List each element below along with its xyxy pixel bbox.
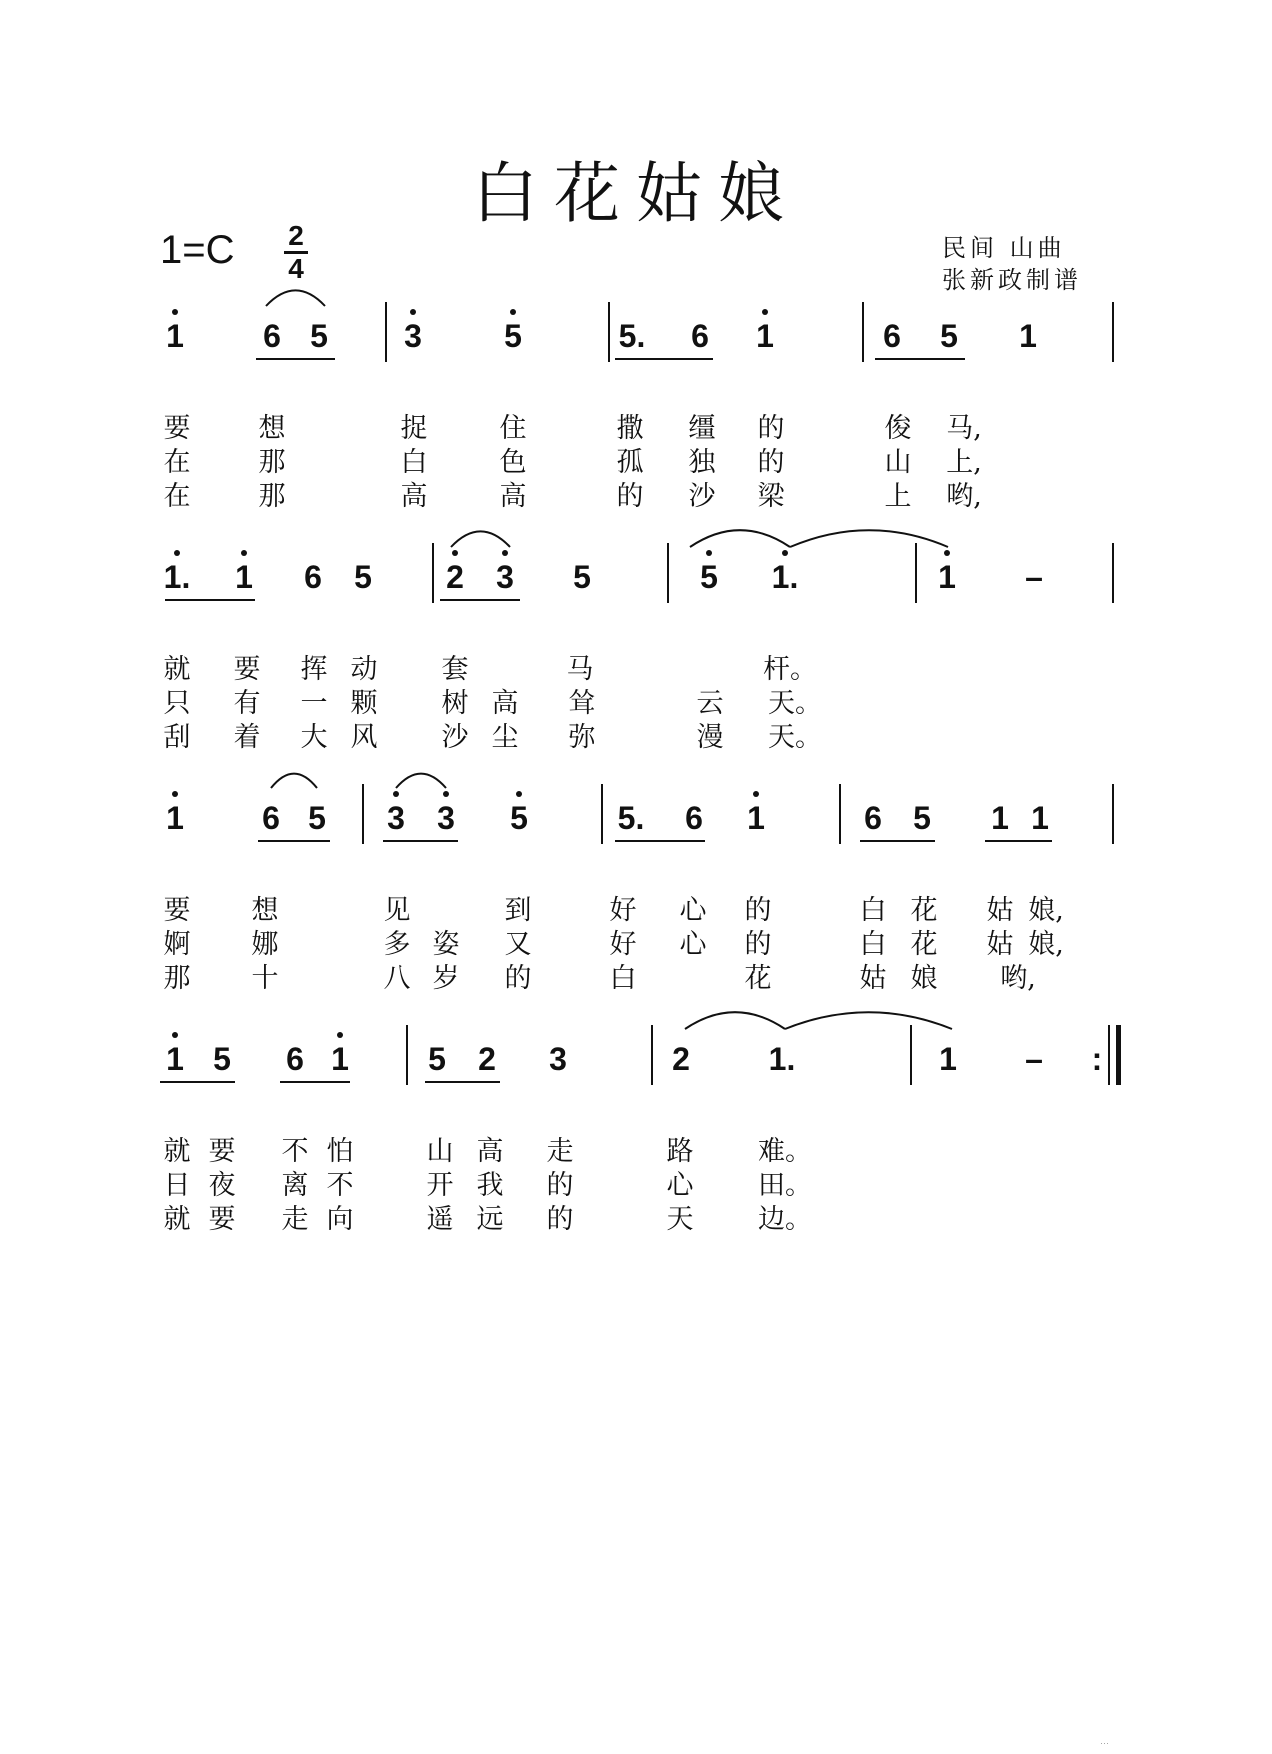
lyric-char: 的 bbox=[757, 413, 785, 444]
song-title: 白花姑娘 bbox=[472, 155, 800, 232]
note: 3 bbox=[549, 1041, 567, 1077]
note: 5. bbox=[618, 318, 646, 354]
lyric-char: 白 bbox=[400, 447, 428, 478]
note: 1 bbox=[939, 1041, 957, 1077]
lyric-char: 只 bbox=[163, 688, 191, 719]
lyric-char: 风 bbox=[350, 722, 378, 753]
lyric-char: 天。 bbox=[768, 688, 822, 719]
note: : bbox=[1091, 1041, 1103, 1077]
lyric-char: 住 bbox=[499, 413, 527, 444]
lyric-char: 弥 bbox=[568, 722, 596, 753]
lyric-char: 心 bbox=[679, 895, 707, 926]
lyric-char: 遥 bbox=[426, 1204, 454, 1235]
lyric-char: 大 bbox=[300, 722, 328, 753]
note: 1 bbox=[166, 318, 184, 354]
lyric-char: 高 bbox=[499, 481, 527, 512]
note: 6 bbox=[864, 800, 882, 836]
note: 6 bbox=[685, 800, 703, 836]
note: 5. bbox=[617, 800, 645, 836]
slur bbox=[685, 1012, 785, 1029]
note: 5 bbox=[573, 559, 591, 595]
note: 5 bbox=[940, 318, 958, 354]
lyric-char: 高 bbox=[476, 1136, 504, 1167]
lyric-char: 套 bbox=[441, 654, 469, 685]
lyric-char: 哟, bbox=[946, 481, 982, 512]
lyric-char: 的 bbox=[757, 447, 785, 478]
lyric-char: 婀 bbox=[163, 929, 191, 960]
note: – bbox=[1025, 559, 1043, 595]
lyric-char: 走 bbox=[281, 1204, 309, 1235]
lyric-char: 娘, bbox=[1028, 895, 1064, 926]
lyric-char: 要 bbox=[208, 1204, 236, 1235]
lyric-char: 远 bbox=[476, 1204, 504, 1235]
lyric-char: 要 bbox=[163, 895, 191, 926]
note: 2 bbox=[672, 1041, 690, 1077]
lyric-char: 缰 bbox=[688, 413, 716, 444]
lyric-char: 撒 bbox=[616, 413, 644, 444]
lyric-char: 有 bbox=[233, 688, 261, 719]
lyric-char: 一 bbox=[300, 688, 328, 719]
note: 6 bbox=[883, 318, 901, 354]
lyric-char: 动 bbox=[350, 654, 378, 685]
note: 5 bbox=[510, 800, 528, 836]
lyric-char: 难。 bbox=[758, 1136, 812, 1167]
lyric-char: 哟, bbox=[1000, 963, 1036, 994]
lyric-char: 好 bbox=[609, 895, 637, 926]
lyric-char: 色 bbox=[499, 447, 527, 478]
lyric-char: 要 bbox=[233, 654, 261, 685]
lyric-char: 怕 bbox=[326, 1136, 354, 1167]
lyric-char: 白 bbox=[609, 963, 637, 994]
note: 3 bbox=[404, 318, 422, 354]
lyric-char: 刮 bbox=[163, 722, 191, 753]
note: 2 bbox=[446, 559, 464, 595]
note: 1 bbox=[756, 318, 774, 354]
slur bbox=[451, 531, 510, 547]
lyric-char: 俊 bbox=[884, 413, 912, 444]
lyric-char: 日 bbox=[163, 1170, 191, 1201]
lyric-char: 花 bbox=[744, 963, 772, 994]
lyric-char: 那 bbox=[163, 963, 191, 994]
lyric-char: 娘 bbox=[910, 963, 938, 994]
lyric-char: 山 bbox=[426, 1136, 454, 1167]
lyric-char: 我 bbox=[476, 1170, 504, 1201]
note: 1 bbox=[991, 800, 1009, 836]
slur bbox=[790, 530, 948, 547]
lyric-char: 好 bbox=[609, 929, 637, 960]
note: 1 bbox=[166, 1041, 184, 1077]
note: 5 bbox=[308, 800, 326, 836]
note: 6 bbox=[262, 800, 280, 836]
lyric-char: 就 bbox=[163, 654, 191, 685]
lyric-char: 白 bbox=[859, 895, 887, 926]
note: 1. bbox=[163, 559, 191, 595]
note: 6 bbox=[304, 559, 322, 595]
lyric-char: 颗 bbox=[350, 688, 378, 719]
lyric-char: 高 bbox=[400, 481, 428, 512]
lyric-char: 岁 bbox=[432, 963, 460, 994]
note: 5 bbox=[428, 1041, 446, 1077]
lyric-char: 天 bbox=[666, 1204, 694, 1235]
lyric-char: 的 bbox=[546, 1170, 574, 1201]
lyric-char: 花 bbox=[910, 895, 938, 926]
note: 1 bbox=[331, 1041, 349, 1077]
lyric-char: 的 bbox=[546, 1204, 574, 1235]
slur bbox=[271, 774, 317, 788]
note: 1 bbox=[1031, 800, 1049, 836]
lyric-char: 沙 bbox=[688, 481, 716, 512]
lyric-char: 娘, bbox=[1028, 929, 1064, 960]
note: 6 bbox=[691, 318, 709, 354]
lyric-char: 花 bbox=[910, 929, 938, 960]
lyric-char: 的 bbox=[504, 963, 532, 994]
note: 1 bbox=[166, 800, 184, 836]
lyric-char: 想 bbox=[258, 413, 286, 444]
lyric-char: 心 bbox=[679, 929, 707, 960]
lyric-char: 心 bbox=[666, 1170, 694, 1201]
note: 1 bbox=[938, 559, 956, 595]
lyric-char: 向 bbox=[326, 1204, 354, 1235]
lyric-char: 就 bbox=[163, 1136, 191, 1167]
lyric-char: 想 bbox=[251, 895, 279, 926]
note: 3 bbox=[496, 559, 514, 595]
note: 3 bbox=[387, 800, 405, 836]
credit-origin: 民间 山曲 bbox=[942, 234, 1066, 262]
lyric-char: 在 bbox=[163, 481, 191, 512]
lyric-char: 姑 bbox=[859, 963, 887, 994]
slur bbox=[690, 530, 790, 547]
slur bbox=[396, 774, 446, 788]
note: 1. bbox=[771, 559, 799, 595]
lyric-char: 挥 bbox=[300, 654, 328, 685]
lyric-char: 独 bbox=[688, 447, 716, 478]
lyric-char: 路 bbox=[666, 1136, 694, 1167]
note: 3 bbox=[437, 800, 455, 836]
lyric-char: 高 bbox=[491, 688, 519, 719]
lyric-char: 沙 bbox=[441, 722, 469, 753]
lyric-char: 要 bbox=[208, 1136, 236, 1167]
lyric-char: 杆。 bbox=[763, 654, 817, 685]
lyric-char: 的 bbox=[744, 895, 772, 926]
lyric-char: 那 bbox=[258, 447, 286, 478]
lyric-char: 上 bbox=[884, 481, 912, 512]
lyric-char: 梁 bbox=[757, 481, 785, 512]
note: 5 bbox=[504, 318, 522, 354]
lyric-char: 姑 bbox=[986, 929, 1014, 960]
lyric-char: 白 bbox=[859, 929, 887, 960]
lyric-char: 八 bbox=[383, 963, 411, 994]
time-signature-top: 2 bbox=[288, 220, 304, 251]
lyric-char: 马 bbox=[566, 654, 594, 685]
lyric-char: 走 bbox=[546, 1136, 574, 1167]
lyric-char: 要 bbox=[163, 413, 191, 444]
note: 5 bbox=[213, 1041, 231, 1077]
lyric-char: 夜 bbox=[208, 1170, 236, 1201]
note: 1 bbox=[235, 559, 253, 595]
lyric-char: 天。 bbox=[768, 722, 822, 753]
lyric-char: 开 bbox=[426, 1170, 454, 1201]
note: 1 bbox=[747, 800, 765, 836]
lyric-char: 不 bbox=[326, 1170, 354, 1201]
lyric-char: 边。 bbox=[758, 1204, 812, 1235]
lyric-char: 离 bbox=[281, 1170, 309, 1201]
lyric-char: 云 bbox=[696, 688, 724, 719]
lyric-char: 耸 bbox=[568, 688, 596, 719]
lyric-char: 孤 bbox=[616, 447, 644, 478]
lyric-char: 多 bbox=[383, 929, 411, 960]
slur bbox=[785, 1012, 952, 1029]
slur bbox=[266, 290, 325, 306]
lyric-char: 就 bbox=[163, 1204, 191, 1235]
note: 5 bbox=[354, 559, 372, 595]
lyric-char: 漫 bbox=[696, 722, 724, 753]
lyric-char: 树 bbox=[441, 688, 469, 719]
note: 5 bbox=[913, 800, 931, 836]
footer-mark: ··· bbox=[1100, 1738, 1109, 1748]
note: 1. bbox=[768, 1041, 796, 1077]
lyric-char: 的 bbox=[744, 929, 772, 960]
lyric-char: 不 bbox=[281, 1136, 309, 1167]
time-signature-bottom: 4 bbox=[288, 253, 304, 284]
credit-notation: 张新政制谱 bbox=[942, 266, 1082, 294]
lyric-char: 在 bbox=[163, 447, 191, 478]
lyric-char: 姿 bbox=[432, 929, 460, 960]
note: 2 bbox=[478, 1041, 496, 1077]
note: 5 bbox=[700, 559, 718, 595]
note: 5 bbox=[310, 318, 328, 354]
lyric-char: 那 bbox=[258, 481, 286, 512]
lyric-char: 到 bbox=[504, 895, 532, 926]
lyric-char: 山 bbox=[884, 447, 912, 478]
lyric-char: 尘 bbox=[491, 722, 519, 753]
lyric-char: 着 bbox=[233, 722, 261, 753]
note: 6 bbox=[263, 318, 281, 354]
lyric-char: 上, bbox=[946, 447, 982, 478]
lyric-char: 马, bbox=[946, 413, 982, 444]
lyric-char: 娜 bbox=[251, 929, 279, 960]
lyric-char: 的 bbox=[616, 481, 644, 512]
lyric-char: 姑 bbox=[986, 895, 1014, 926]
lyric-char: 田。 bbox=[758, 1170, 812, 1201]
lyric-char: 又 bbox=[504, 929, 532, 960]
lyric-char: 十 bbox=[251, 963, 279, 994]
note: – bbox=[1025, 1041, 1043, 1077]
note: 1 bbox=[1019, 318, 1037, 354]
note: 6 bbox=[286, 1041, 304, 1077]
lyric-char: 捉 bbox=[400, 413, 428, 444]
key-signature: 1=C bbox=[160, 228, 235, 272]
lyric-char: 见 bbox=[383, 895, 411, 926]
